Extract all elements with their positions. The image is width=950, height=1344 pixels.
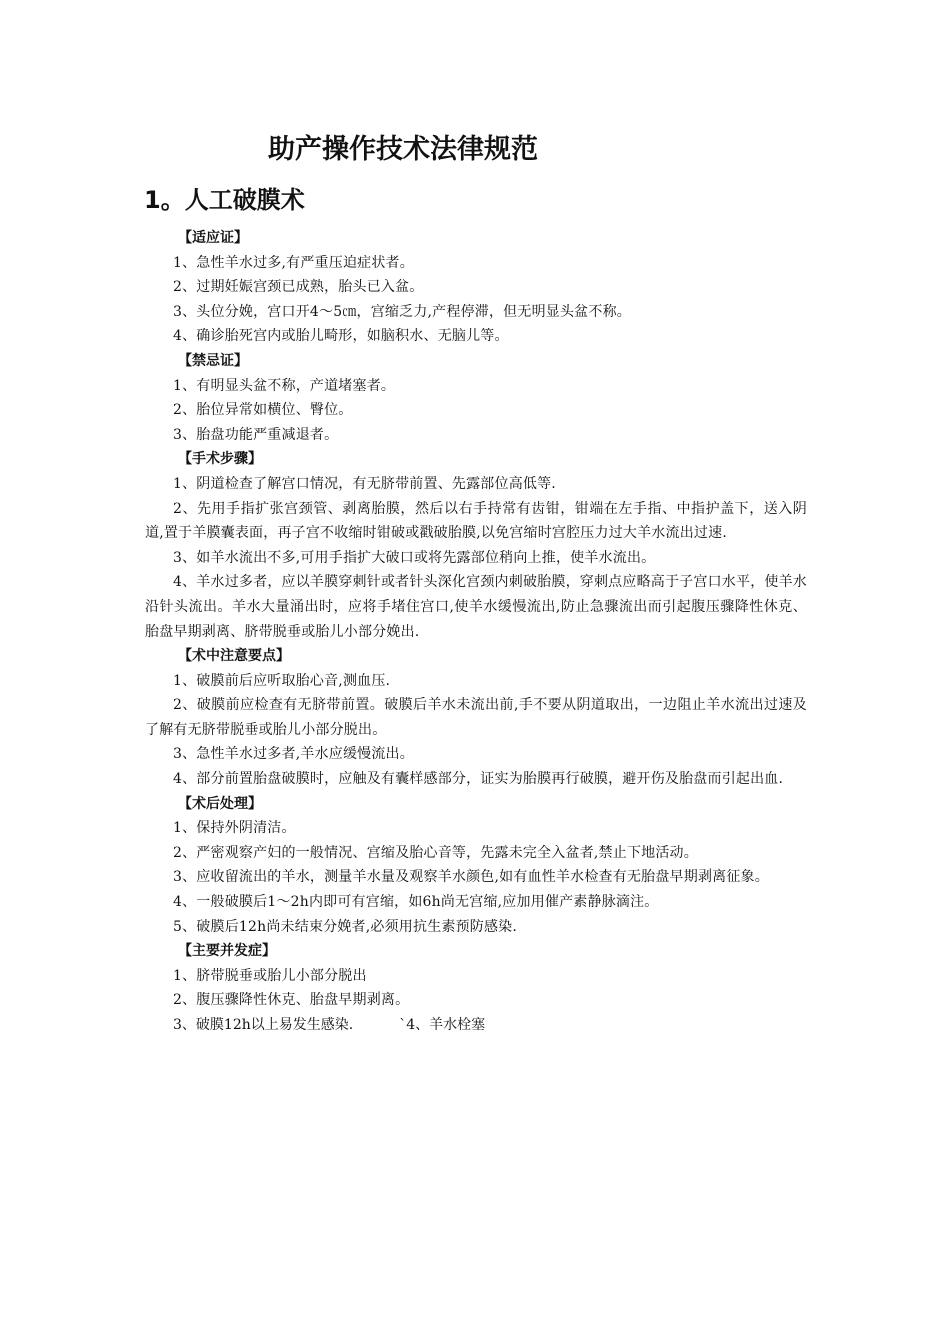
list-item: 2、腹压骤降性休克、胎盘早期剥离。 [173, 992, 410, 1009]
list-item: 2、破膜前应检查有无脐带前置。破膜后羊水未流出前,手不要从阴道取出，一边阻止羊水流出过速及了解有无脐带脱垂或胎儿小部分脱出。 [145, 697, 807, 738]
list-item: 2、先用手指扩张宫颈管、剥离胎膜，然后以右手持常有齿钳，钳端在左手指、中指护盖下，送入阴道,置于羊膜囊表面，再子宫不收缩时钳破或戳破胎膜,以免宫缩时宫腔压力过大羊水流出过速. [145, 500, 807, 542]
subsection-heading: 【适应证】 [178, 230, 248, 246]
list-item: 4、确诊胎死宫内或胎儿畸形，如脑积水、无脑儿等。 [173, 328, 509, 345]
subsection-heading: 【术中注意要点】 [178, 648, 290, 665]
list-item: 1、脐带脱垂或胎儿小部分脱出 [173, 967, 367, 984]
list-item-right: `4、羊水栓塞 [399, 1017, 486, 1033]
list-item-left: 3、破膜12h以上易发生感染. [173, 1017, 354, 1033]
list-item: 3、应收留流出的羊水，测量羊水量及观察羊水颜色,如有血性羊水检查有无胎盘早期剥离征象。 [173, 869, 769, 886]
list-item: 4、羊水过多者，应以羊膜穿刺针或者针头深化宫颈内刺破胎膜，穿刺点应略高于子宫口水平，使羊水沿针头流出。羊水大量涌出时，应将手堵住宫口,使羊水缓慢流出,防止急骤流出而引起腹压骤降性休克、胎盘早期剥离、脐带脱垂或胎儿小部分娩出. [145, 574, 807, 640]
document-body [145, 226, 807, 1038]
list-item: 4、一般破膜后1～2h内即可有宫缩，如6h尚无宫缩,应加用催产素静脉滴注。 [173, 894, 659, 911]
list-item: 3、头位分娩，宫口开4～5㎝，宫缩乏力,产程停滞，但无明显头盆不称。 [173, 303, 631, 320]
list-item: 4、部分前置胎盘破膜时，应触及有囊样感部分，证实为胎膜再行破膜，避开伤及胎盘而引起出血. [173, 771, 784, 788]
list-item: 5、破膜后12h尚未结束分娩者,必须用抗生素预防感染. [173, 918, 518, 935]
subsection-heading: 【手术步骤】 [178, 451, 262, 468]
list-item: 3、急性羊水过多者,羊水应缓慢流出。 [173, 746, 414, 763]
list-item: 1、急性羊水过多,有严重压迫症状者。 [173, 254, 414, 271]
list-item: 2、胎位异常如横位、臀位。 [173, 402, 353, 419]
list-item: 1、破膜前后应听取胎心音,测血压. [173, 672, 391, 689]
list-item: 1、有明显头盆不称，产道堵塞者。 [173, 377, 396, 394]
section-heading: 1。人工破膜术 [144, 186, 305, 214]
list-item: 1、保持外阴清洁。 [173, 820, 296, 837]
list-item: 2、过期妊娠宫颈已成熟，胎头已入盆。 [173, 279, 424, 296]
list-item: 3、如羊水流出不多,可用手指扩大破口或将先露部位稍向上推，使羊水流出。 [173, 549, 656, 566]
subsection-heading: 【禁忌证】 [178, 352, 248, 369]
list-item: 1、阴道检查了解宫口情况，有无脐带前置、先露部位高低等. [173, 475, 556, 492]
list-item: 3、胎盘功能严重减退者。 [173, 426, 339, 443]
list-item: 2、严密观察产妇的一般情况、宫缩及胎心音等，先露未完全入盆者,禁止下地活动。 [173, 844, 698, 861]
document-title-text: 助产操作技术法律规范 [268, 134, 538, 165]
document-title [0, 130, 806, 170]
subsection-heading: 【主要并发症】 [178, 943, 276, 960]
list-item [145, 1013, 807, 1038]
subsection-heading: 【术后处理】 [178, 795, 262, 812]
